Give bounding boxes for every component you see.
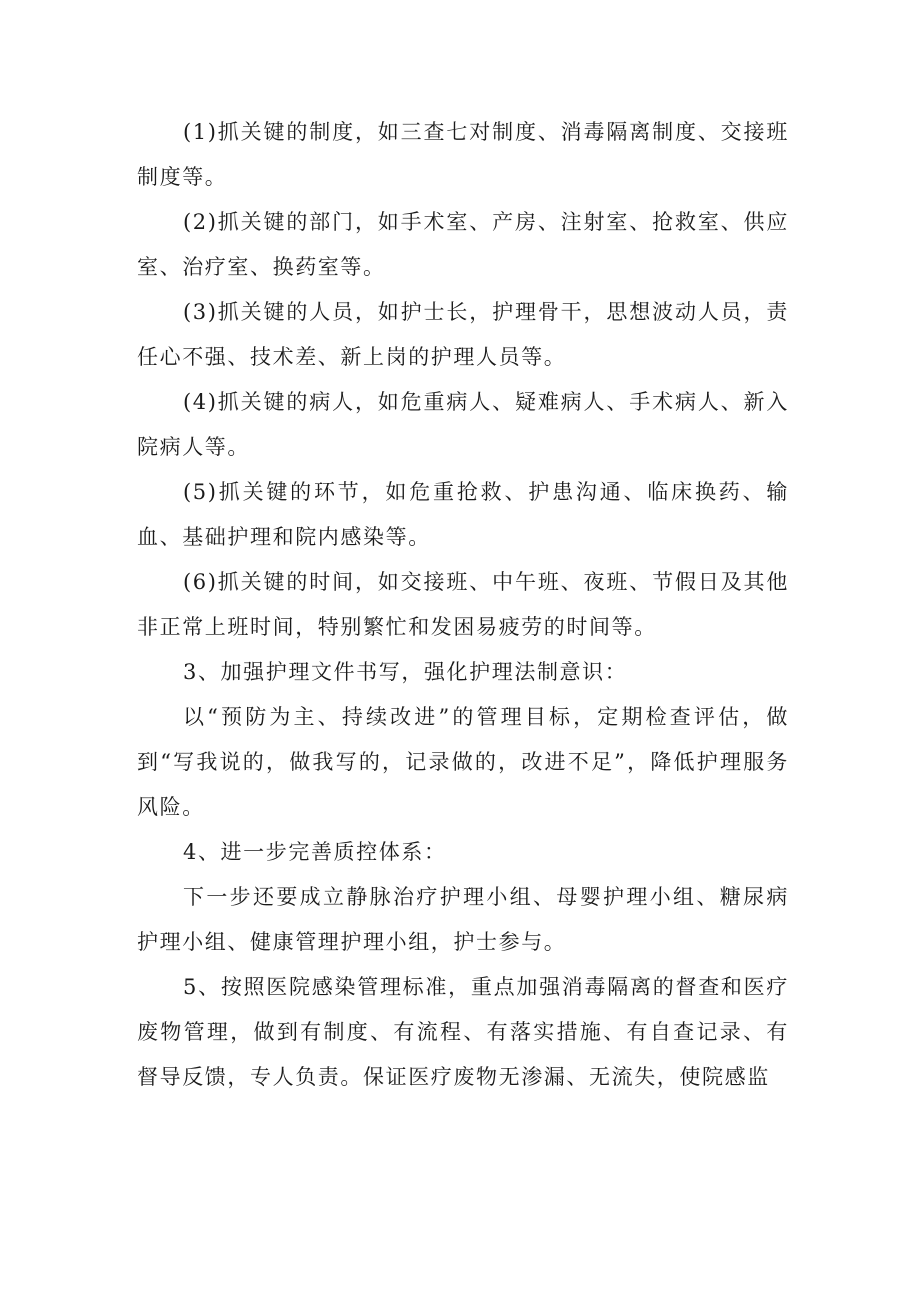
paragraph-key-times: (6)抓关键的时间，如交接班、中午班、夜班、节假日及其他非正常上班时间，特别繁忙和发困易疲劳的时间等。 [137,570,789,639]
heading-quality-control: 4、进一步完善质控体系： [183,840,447,864]
paragraph-nursing-documents: 以“预防为主、持续改进”的管理目标，定期检查评估，做到“写我说的，做我写的，记录做的，改进不足”，降低护理服务风险。 [137,705,789,819]
paragraph-key-systems: (1)抓关键的制度，如三查七对制度、消毒隔离制度、交接班制度等。 [137,120,789,189]
paragraph-key-patients: (4)抓关键的病人，如危重病人、疑难病人、手术病人、新入院病人等。 [137,390,789,459]
heading-nursing-documents: 3、加强护理文件书写，强化护理法制意识： [183,660,628,684]
paragraph-key-personnel: (3)抓关键的人员，如护士长，护理骨干，思想波动人员，责任心不强、技术差、新上岗的护理人员等。 [137,300,789,369]
document-body [137,110,789,1100]
paragraph-infection-management: 5、按照医院感染管理标准，重点加强消毒隔离的督查和医疗废物管理，做到有制度、有流程、有落实措施、有自查记录、有督导反馈，专人负责。保证医疗废物无渗漏、无流失，使院感监 [137,975,789,1089]
paragraph-key-links: (5)抓关键的环节，如危重抢救、护患沟通、临床换药、输血、基础护理和院内感染等。 [137,480,789,549]
paragraph-quality-control: 下一步还要成立静脉治疗护理小组、母婴护理小组、糖尿病护理小组、健康管理护理小组，护士参与。 [137,885,789,954]
paragraph-key-departments: (2)抓关键的部门，如手术室、产房、注射室、抢救室、供应室、治疗室、换药室等。 [137,210,789,279]
